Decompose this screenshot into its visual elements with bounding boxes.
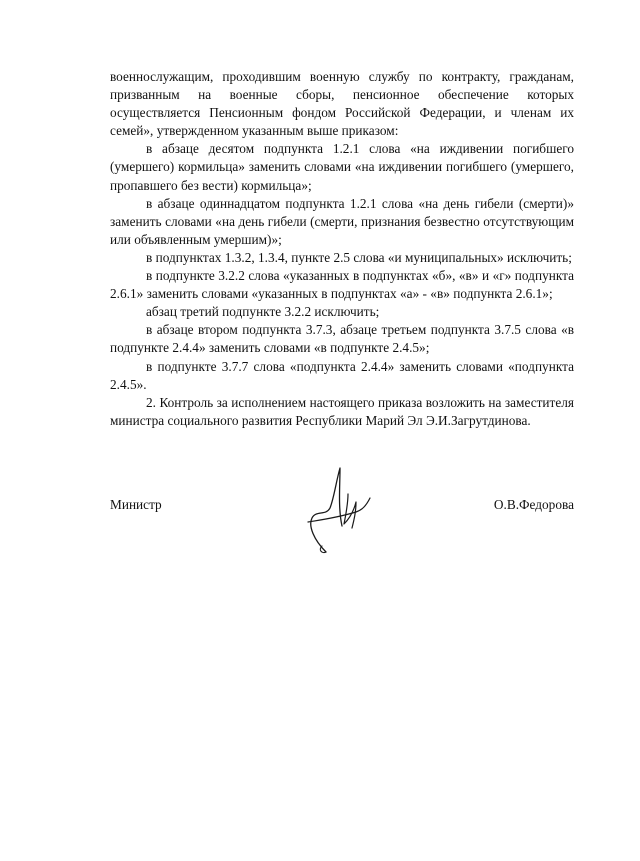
paragraph-control: 2. Контроль за исполнением настоящего приказа возложить на заместителя министра социального развития Республики Марий Эл Э.И.Загрутдинова. xyxy=(110,394,574,428)
paragraph-item: в абзаце десятом подпункта 1.2.1 слова «на иждивении погибшего (умершего) кормильца» заменить словами «на иждивении погибшего (умершего, пропавшего без вести) кормильца»; xyxy=(110,141,574,193)
signatory-name: О.В.Федорова xyxy=(493,497,574,512)
position-title: Министр xyxy=(110,497,162,512)
handwritten-signature xyxy=(296,460,376,560)
paragraph-item: в подпункте 3.7.7 слова «подпункта 2.4.4» заменить словами «подпункта 2.4.5». xyxy=(110,358,574,392)
paragraph-item: в абзаце втором подпункта 3.7.3, абзаце третьем подпункта 3.7.5 слова «в подпункте 2.4.4» заменить словами «в подпункте 2.4.5»; xyxy=(110,322,574,356)
paragraph-item: в абзаце одиннадцатом подпункта 1.2.1 слова «на день гибели (смерти)» заменить словами «на день гибели (смерти, признания безвестно отсутствующим или объявленным умершим)»; xyxy=(110,195,574,247)
paragraph-intro: военнослужащим, проходившим военную службу по контракту, гражданам, призванным на военные сборы, пенсионное обеспечение которых осуществляется Пенсионным фондом Российской Федерации, и членам их семей», утвержденном указанным выше приказом: xyxy=(110,69,574,139)
document-body xyxy=(110,68,574,430)
paragraph-item: в подпункте 3.2.2 слова «указанных в подпунктах «б», «в» и «г» подпункта 2.6.1» заменить словами «указанных в подпунктах «а» - «в» подпункта 2.6.1»; xyxy=(110,268,574,302)
paragraph-item: абзац третий подпункте 3.2.2 исключить; xyxy=(146,304,380,320)
paragraph-item: в подпунктах 1.3.2, 1.3.4, пункте 2.5 слова «и муниципальных» исключить; xyxy=(146,249,572,265)
